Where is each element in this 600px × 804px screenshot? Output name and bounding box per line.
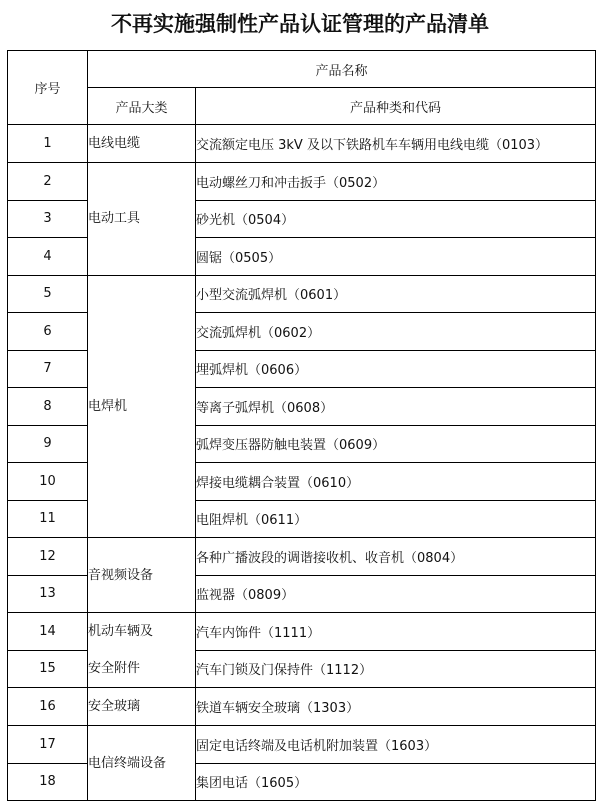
row-number: 11 — [8, 500, 88, 538]
table-row — [8, 538, 596, 576]
row-number: 3 — [8, 200, 88, 238]
category-cell: 安全附件 — [88, 650, 196, 688]
row-number: 18 — [8, 763, 88, 801]
category-cell: 电动工具 — [88, 163, 196, 276]
product-item: 埋弧焊机（0606） — [196, 350, 596, 388]
page-title: 不再实施强制性产品认证管理的产品清单 — [111, 11, 489, 36]
row-number: 9 — [8, 425, 88, 463]
row-number: 16 — [8, 688, 88, 726]
row-number: 13 — [8, 575, 88, 613]
product-item: 小型交流弧焊机（0601） — [196, 275, 596, 313]
table-row — [8, 275, 596, 313]
product-item: 焊接电缆耦合装置（0610） — [196, 463, 596, 501]
category-cell: 安全玻璃 — [88, 688, 196, 726]
header-product-name: 产品名称 — [88, 51, 596, 88]
product-item: 电阻焊机（0611） — [196, 500, 596, 538]
category-cell: 电焊机 — [88, 275, 196, 538]
product-item: 固定电话终端及电话机附加装置（1603） — [196, 726, 596, 764]
header-type-code: 产品种类和代码 — [196, 88, 596, 125]
category-cell: 电线电缆 — [88, 125, 196, 163]
row-number: 8 — [8, 388, 88, 426]
row-number: 15 — [8, 650, 88, 688]
row-number: 14 — [8, 613, 88, 651]
header-seq: 序号 — [8, 51, 88, 125]
table-row — [8, 125, 596, 163]
product-item: 铁道车辆安全玻璃（1303） — [196, 688, 596, 726]
table-row — [8, 688, 596, 726]
category-cell: 电信终端设备 — [88, 726, 196, 801]
row-number: 2 — [8, 163, 88, 201]
product-item: 交流弧焊机（0602） — [196, 313, 596, 351]
row-number: 17 — [8, 726, 88, 764]
row-number: 5 — [8, 275, 88, 313]
product-item: 各种广播波段的调谐接收机、收音机（0804） — [196, 538, 596, 576]
row-number: 12 — [8, 538, 88, 576]
row-number: 4 — [8, 238, 88, 276]
row-number: 10 — [8, 463, 88, 501]
product-item: 电动螺丝刀和冲击扳手（0502） — [196, 163, 596, 201]
product-item: 砂光机（0504） — [196, 200, 596, 238]
product-item: 等离子弧焊机（0608） — [196, 388, 596, 426]
header-category: 产品大类 — [88, 88, 196, 125]
category-cell: 音视频设备 — [88, 538, 196, 613]
product-item: 汽车门锁及门保持件（1112） — [196, 650, 596, 688]
product-item: 弧焊变压器防触电装置（0609） — [196, 425, 596, 463]
product-item: 圆锯（0505） — [196, 238, 596, 276]
table-row — [8, 650, 596, 688]
table-subheader-row — [8, 88, 596, 125]
table-row — [8, 613, 596, 651]
product-item: 汽车内饰件（1111） — [196, 613, 596, 651]
table-header-row — [8, 51, 596, 88]
product-item: 监视器（0809） — [196, 575, 596, 613]
table-row — [8, 726, 596, 764]
table-row — [8, 163, 596, 201]
row-number: 6 — [8, 313, 88, 351]
row-number: 1 — [8, 125, 88, 163]
product-item: 交流额定电压 3kV 及以下铁路机车车辆用电线电缆（0103） — [196, 125, 596, 163]
row-number: 7 — [8, 350, 88, 388]
category-cell: 机动车辆及 — [88, 613, 196, 651]
product-item: 集团电话（1605） — [196, 763, 596, 801]
product-table — [7, 50, 596, 801]
